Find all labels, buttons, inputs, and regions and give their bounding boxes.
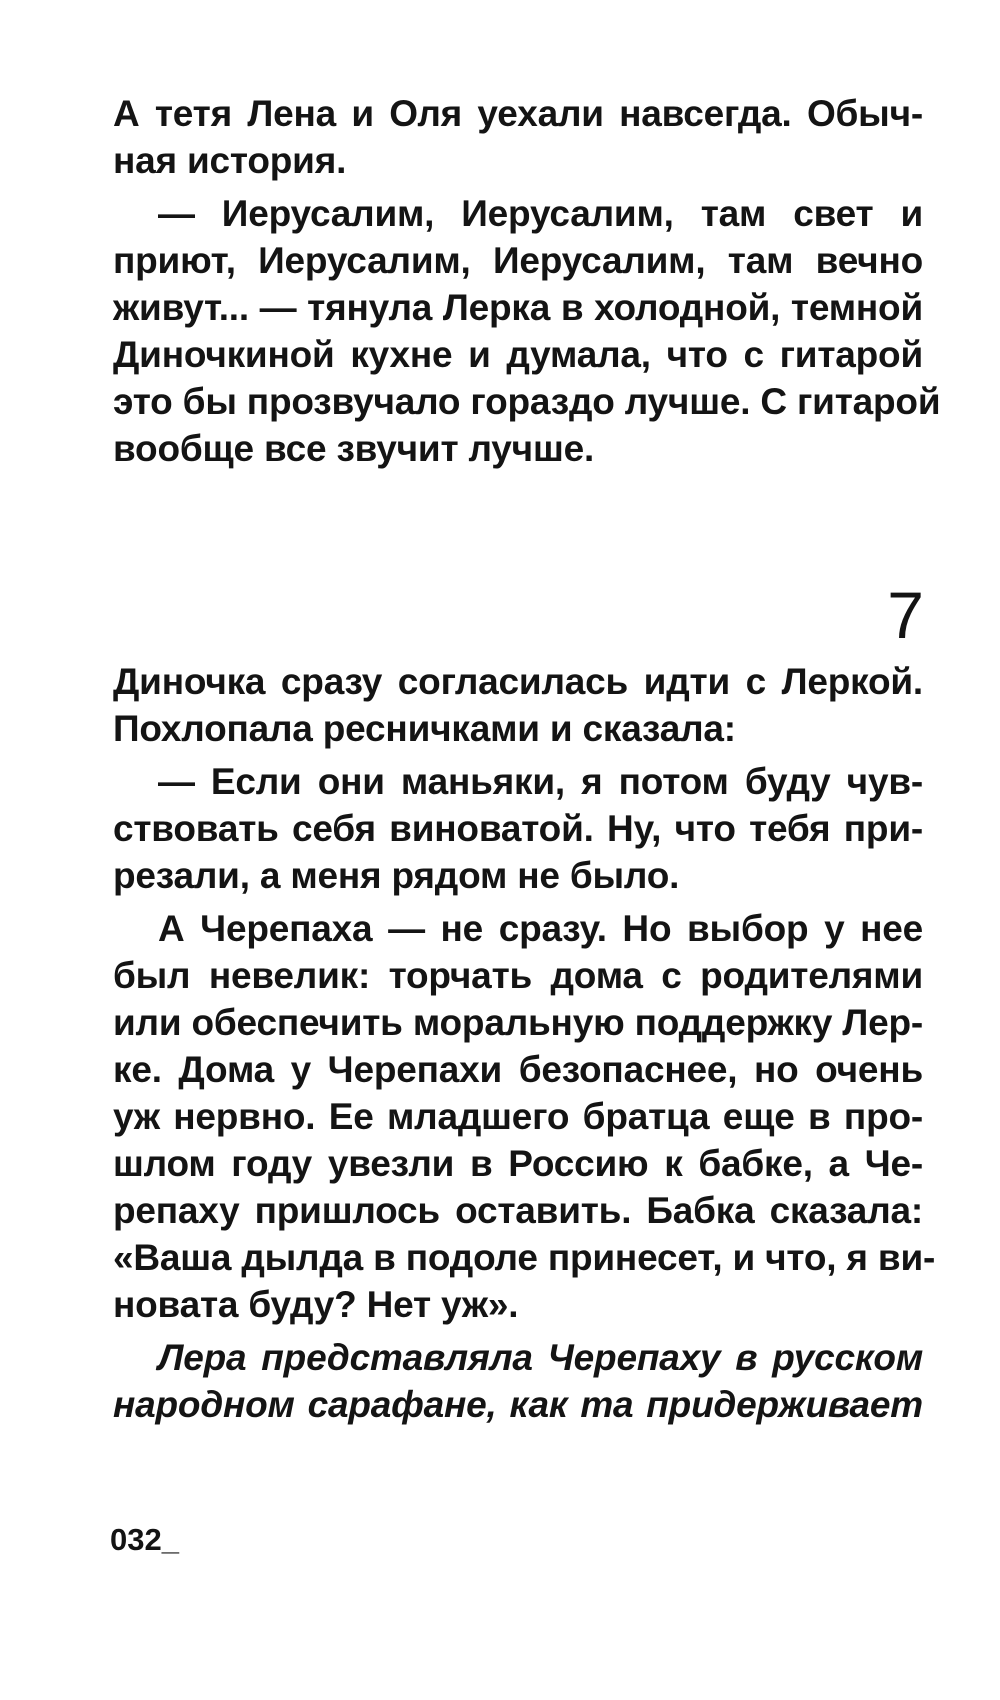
chapter-number: 7 (887, 578, 924, 652)
text-line: резали, а меня рядом не было. (113, 855, 680, 896)
text-line: А Черепаха — не сразу. Но выбор у нее (158, 908, 923, 949)
text-line: репаху пришлось оставить. Бабка сказала: (113, 1190, 923, 1231)
text-line-italic: Лера представляла Черепаху в русском (158, 1337, 923, 1378)
text-line: «Ваша дылда в подоле принесет, и что, я ви- (113, 1237, 936, 1278)
text-line: или обеспечить моральную поддержку Лер- (113, 1002, 923, 1043)
text-line: Диночка сразу согласилась идти с Леркой. (113, 661, 923, 702)
text-line: живут... — тянула Лерка в холодной, темной (113, 287, 923, 328)
text-line: ке. Дома у Черепахи безопаснее, но очень (113, 1049, 923, 1090)
text-line: новата буду? Нет уж». (113, 1284, 519, 1325)
text-line: приют, Иерусалим, Иерусалим, там вечно (113, 240, 923, 281)
page-number: 032_ (110, 1522, 179, 1557)
text-line: был невелик: торчать дома с родителями (113, 955, 923, 996)
text-line: Похлопала ресничками и сказала: (113, 708, 736, 749)
text-line: вообще все звучит лучше. (113, 428, 595, 469)
text-line-italic: народном сарафане, как та придерживает (113, 1384, 923, 1425)
text-line: А тетя Лена и Оля уехали навсегда. Обыч- (113, 93, 923, 134)
text-line: Диночкиной кухне и думала, что с гитарой (113, 334, 923, 375)
text-line: шлом году увезли в Россию к бабке, а Че- (113, 1143, 923, 1184)
text-line: — Иерусалим, Иерусалим, там свет и (158, 193, 923, 234)
text-line: — Если они маньяки, я потом буду чув- (158, 761, 923, 802)
text-line: уж нервно. Ее младшего братца еще в про- (113, 1096, 923, 1137)
text-line: ная история. (113, 140, 347, 181)
text-line: это бы прозвучало гораздо лучше. С гитарой (113, 381, 941, 422)
text-line: ствовать себя виноватой. Ну, что тебя при- (113, 808, 923, 849)
